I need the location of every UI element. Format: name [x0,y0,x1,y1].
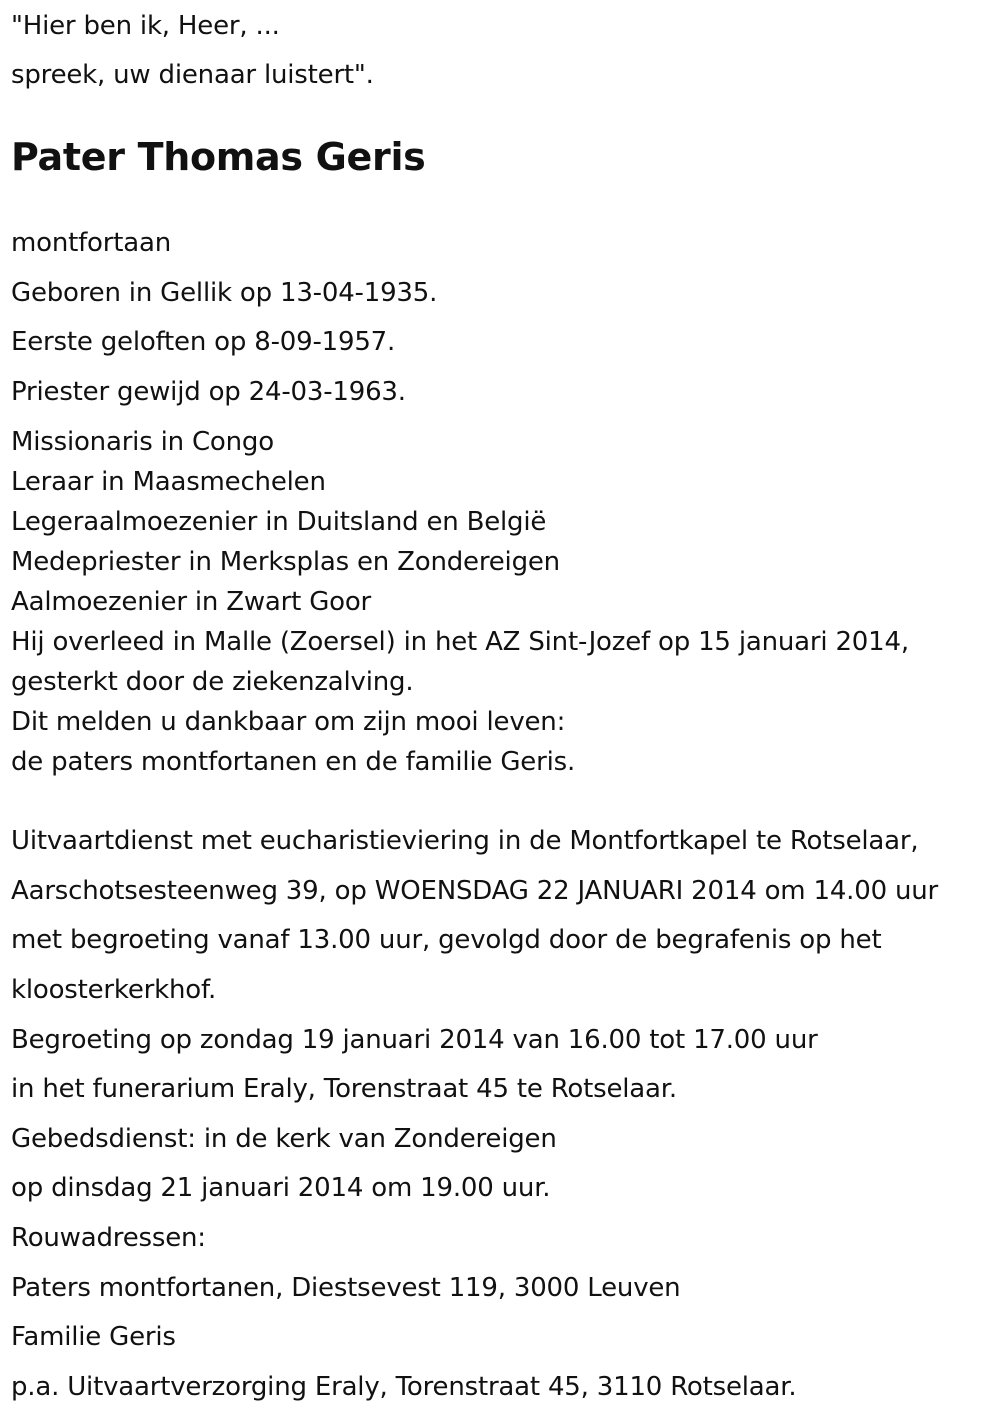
prayer-line-1: Gebedsdienst: in de kerk van Zondereigen [11,1124,557,1154]
career-item: Aalmoezenier in Zwart Goor [11,587,372,617]
announcement-line-1: Dit melden u dankbaar om zijn mooi leven: [11,707,566,737]
career-item: Leraar in Maasmechelen [11,467,326,497]
death-line-1: Hij overleed in Malle (Zoersel) in het AZ Sint-Jozef op 15 januari 2014, [11,627,909,657]
viewing-line-1: Begroeting op zondag 19 januari 2014 van 16.00 tot 17.00 uur [11,1025,818,1055]
funeral-line-3: met begroeting vanaf 13.00 uur, gevolgd door de begrafenis op het [11,925,882,955]
announcement-line-2: de paters montfortanen en de familie Geris. [11,747,576,777]
birth-line: Geboren in Gellik op 13-04-1935. [11,278,438,308]
condolence-address-1: Paters montfortanen, Diestsevest 119, 3000 Leuven [11,1273,681,1303]
viewing-line-2: in het funerarium Eraly, Torenstraat 45 te Rotselaar. [11,1074,677,1104]
quote-line-2: spreek, uw dienaar luistert". [11,60,374,90]
career-item: Missionaris in Congo [11,427,274,457]
condolences-heading: Rouwadressen: [11,1223,206,1253]
funeral-line-4: kloosterkerkhof. [11,975,217,1005]
deceased-name: Pater Thomas Geris [11,135,426,179]
career-item: Medepriester in Merksplas en Zondereigen [11,547,560,577]
funeral-line-1: Uitvaartdienst met eucharistieviering in de Montfortkapel te Rotselaar, [11,826,919,856]
quote-line-1: "Hier ben ik, Heer, ... [11,11,280,41]
career-item: Legeraalmoezenier in Duitsland en België [11,507,547,537]
prayer-line-2: op dinsdag 21 januari 2014 om 19.00 uur. [11,1173,551,1203]
ordination-line: Priester gewijd op 24-03-1963. [11,377,406,407]
condolence-name-2: Familie Geris [11,1322,176,1352]
religious-order: montfortaan [11,228,171,258]
condolence-address-2: p.a. Uitvaartverzorging Eraly, Torenstraat 45, 3110 Rotselaar. [11,1372,797,1402]
vows-line: Eerste geloften op 8-09-1957. [11,327,396,357]
funeral-line-2: Aarschotsesteenweg 39, op WOENSDAG 22 JANUARI 2014 om 14.00 uur [11,876,939,906]
death-line-2: gesterkt door de ziekenzalving. [11,667,414,697]
